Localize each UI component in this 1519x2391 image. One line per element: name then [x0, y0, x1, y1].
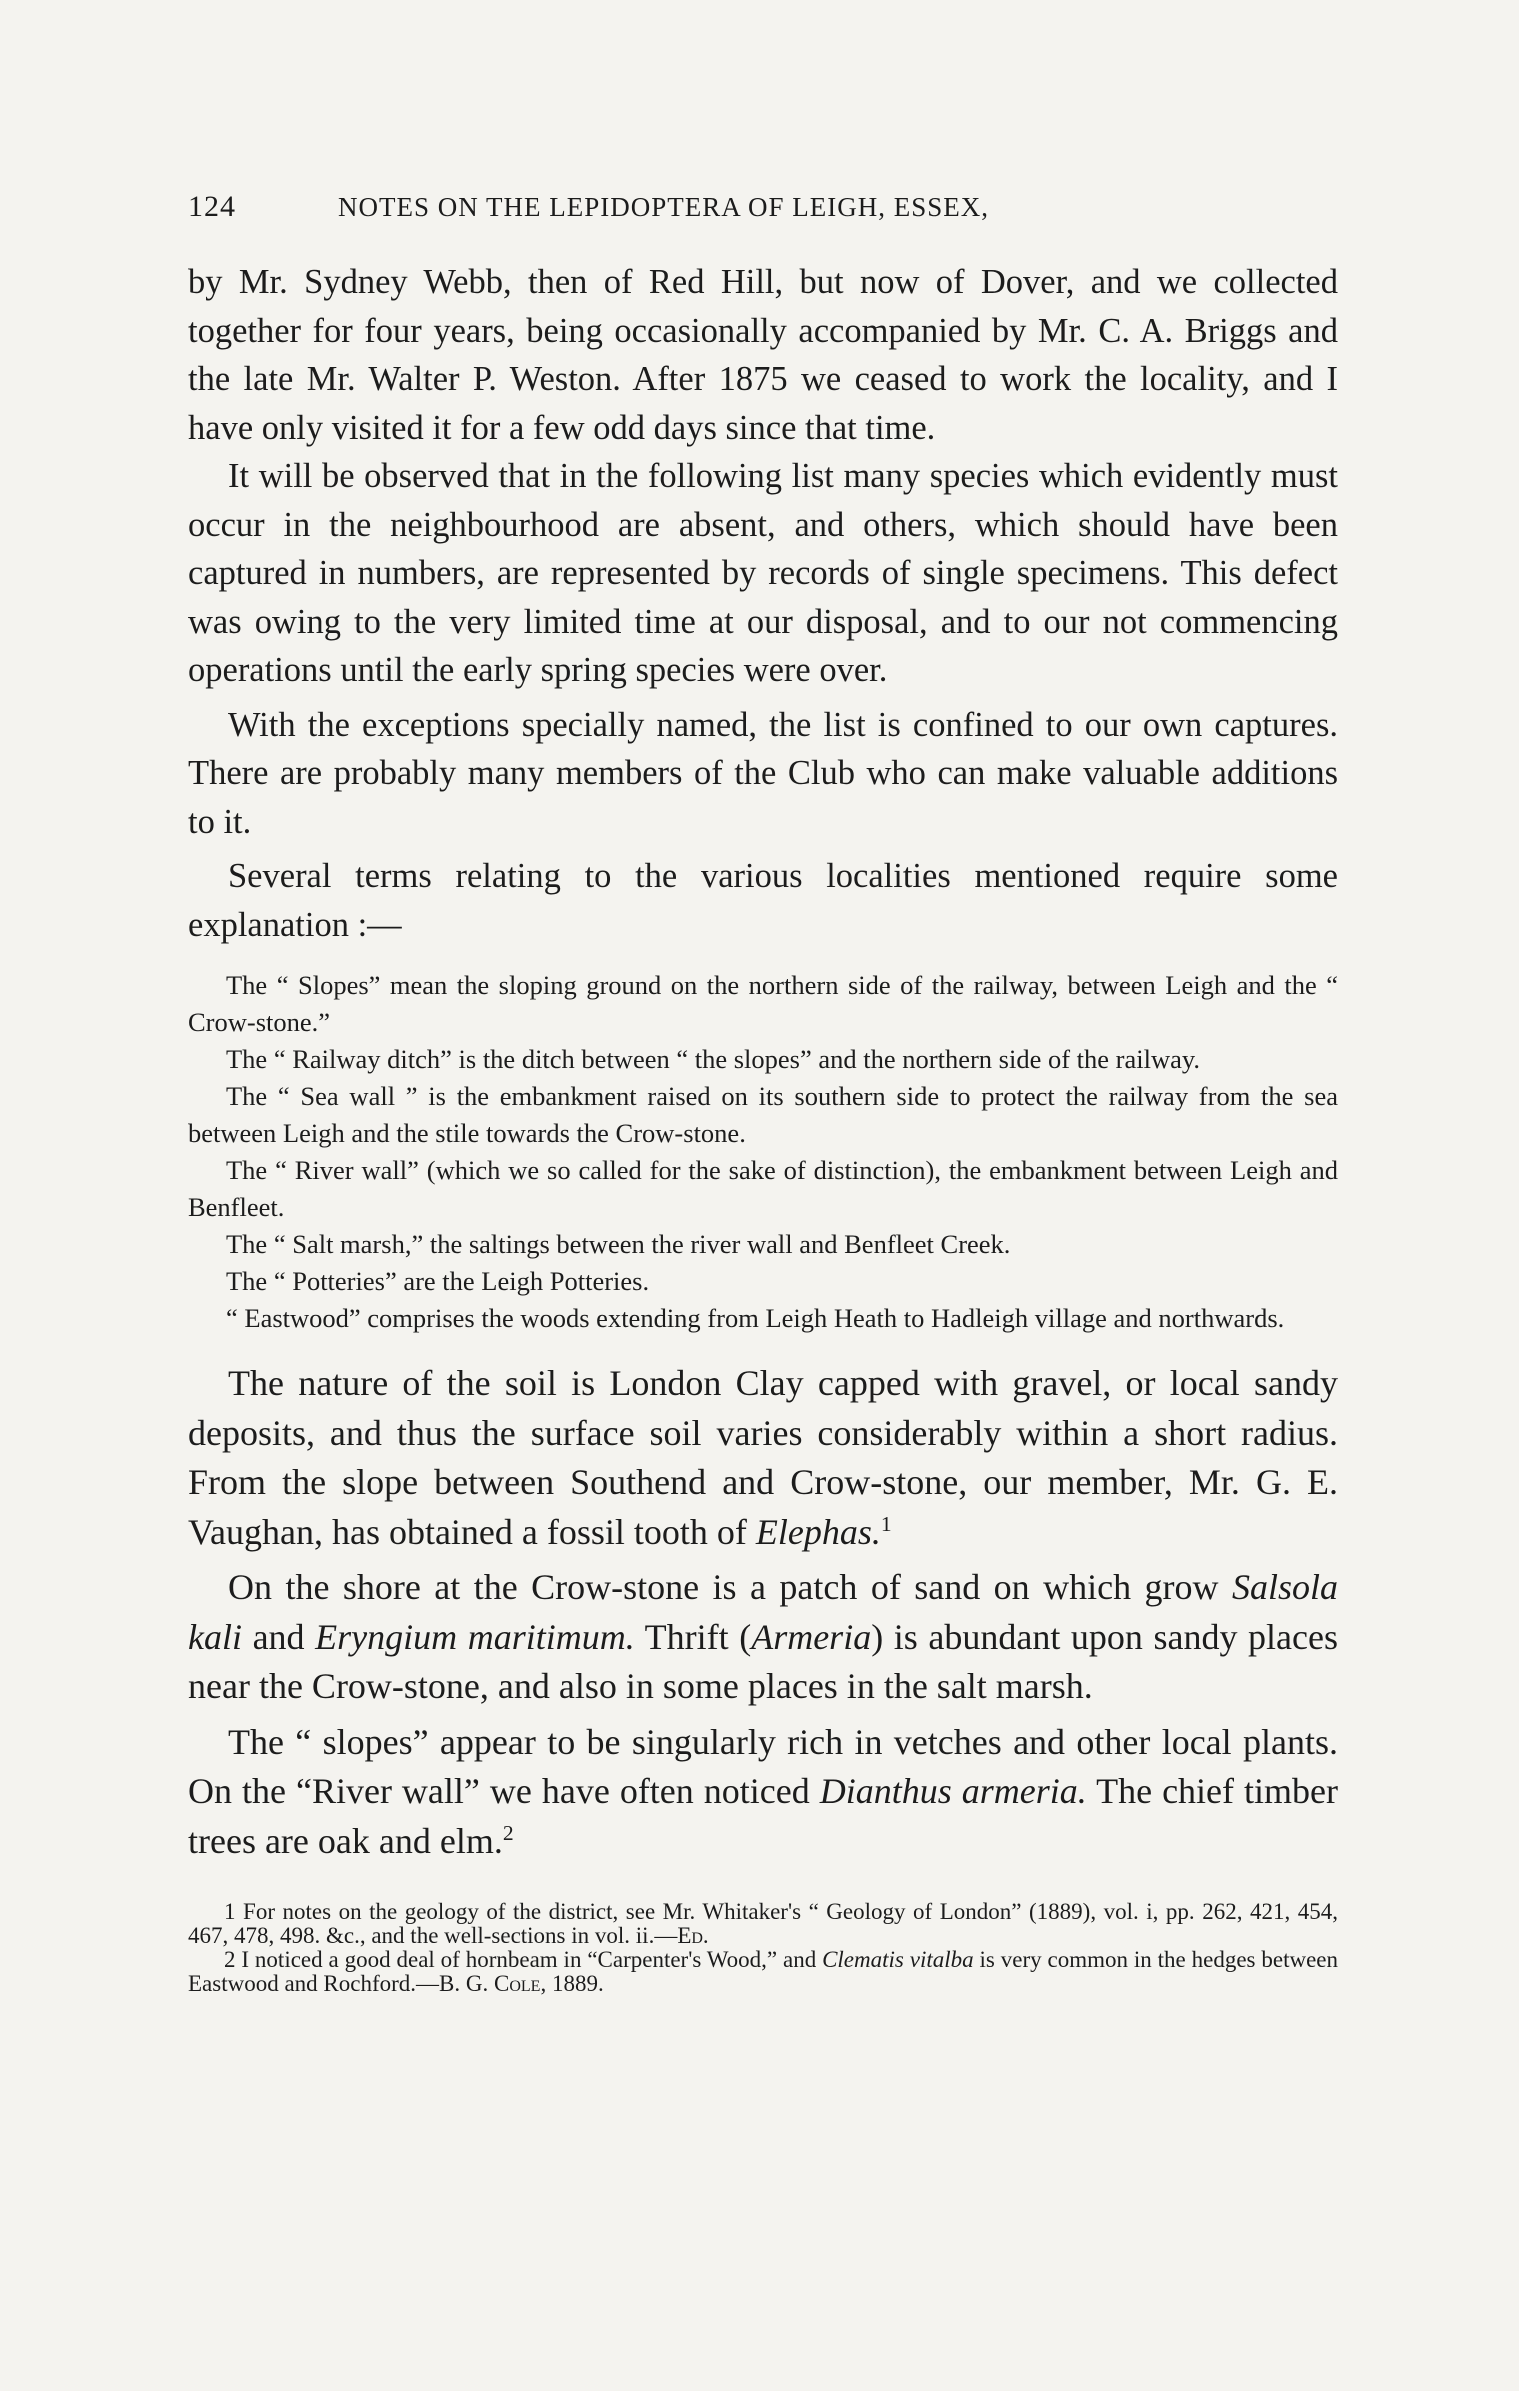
definition-potteries: The “ Potteries” are the Leigh Potteries. — [226, 1266, 650, 1296]
intro-text — [188, 258, 1338, 949]
footnote-2: 2 I noticed a good deal of hornbeam in “Carpenter's Wood,” and Clematis vitalba is very common in the hedges between Eastwood and Rochford.—B. G. Cole, 1889. — [188, 1947, 1338, 1996]
paragraph-slopes: The “ slopes” appear to be singularly rich in vetches and other local plants. On the “River wall” we have often noticed Dianthus armeria. The chief timber trees are oak and elm.$^2$ — [188, 1721, 1338, 1861]
paragraph-continuation: by Mr. Sydney Webb, then of Red Hill, but now of Dover, and we collected together for four years, being occasionally accompanied by Mr. C. A. Briggs and the late Mr. Walter P. Weston. After 1875 we ceased to work the locality, and I have only visited it for a few odd days since that time. — [188, 263, 1338, 447]
species-name: Salsola kali — [188, 1567, 1338, 1657]
species-name: Armeria — [751, 1616, 872, 1657]
natural-history-text — [188, 1359, 1338, 1866]
definitions-list — [188, 967, 1338, 1337]
page-number: 124 — [188, 190, 236, 223]
species-name: Eryngium maritimum. — [315, 1616, 635, 1657]
running-header — [188, 190, 1338, 224]
definition-river-wall: The “ River wall” (which we so called for the sake of distinction), the embankment between Leigh and Benfleet. — [188, 1155, 1338, 1222]
definition-eastwood: “ Eastwood” comprises the woods extending from Leigh Heath to Hadleigh village and northwards. — [226, 1303, 1285, 1333]
genus-name: Elephas. — [755, 1511, 881, 1552]
paragraph-terms: Several terms relating to the various localities mentioned require some explanation :— — [188, 857, 1338, 944]
definition-railway-ditch: The “ Railway ditch” is the ditch between “ the slopes” and the northern side of the railway. — [226, 1044, 1201, 1074]
definition-slopes: The “ Slopes” mean the sloping ground on the northern side of the railway, between Leigh and the “ Crow-stone.” — [188, 970, 1338, 1037]
running-title: NOTES ON THE LEPIDOPTERA OF LEIGH, ESSEX, — [338, 192, 990, 222]
paragraph-observation: It will be observed that in the following list many species which evidently must occur in the neighbourhood are absent, and others, which should have been captured in numbers, are represented by records of single specimens. This defect was owing to the very limited time at our disposal, and to our not commencing operations until the early spring species were over. — [188, 457, 1338, 689]
paragraph-shore: On the shore at the Crow-stone is a patch of sand on which grow Salsola kali and Eryngium maritimum. Thrift (Armeria) is abundant upon sandy places near the Crow-stone, and also in some places in the salt marsh. — [188, 1567, 1339, 1706]
paragraph-exceptions: With the exceptions specially named, the list is confined to our own captures. There are probably many members of the Club who can make valuable additions to it. — [188, 705, 1338, 841]
page — [188, 190, 1338, 1996]
definition-salt-marsh: The “ Salt marsh,” the saltings between the river wall and Benfleet Creek. — [226, 1229, 1011, 1259]
definition-sea-wall: The “ Sea wall ” is the embankment raised on its southern side to protect the railway from the sea between Leigh and the stile towards the Crow-stone. — [188, 1081, 1338, 1148]
footnotes — [188, 1900, 1338, 1996]
footnote-ref-1: 1 — [880, 1511, 892, 1536]
footnote-1: 1 For notes on the geology of the district, see Mr. Whitaker's “ Geology of London” (1889), vol. i, pp. 262, 421, 454, 467, 478, 498. &c., and the well-sections in vol. ii.—Ed. — [188, 1899, 1338, 1948]
paragraph-soil: The nature of the soil is London Clay capped with gravel, or local sandy deposits, and thus the surface soil varies considerably within a short radius. From the slope between Southend and Crow-stone, our member, Mr. G. E. Vaughan, has obtained a fossil tooth of Elephas.$^1$ — [188, 1363, 1338, 1552]
species-name: Dianthus armeria. — [819, 1771, 1087, 1811]
footnote-ref-2: 2 — [502, 1820, 514, 1845]
